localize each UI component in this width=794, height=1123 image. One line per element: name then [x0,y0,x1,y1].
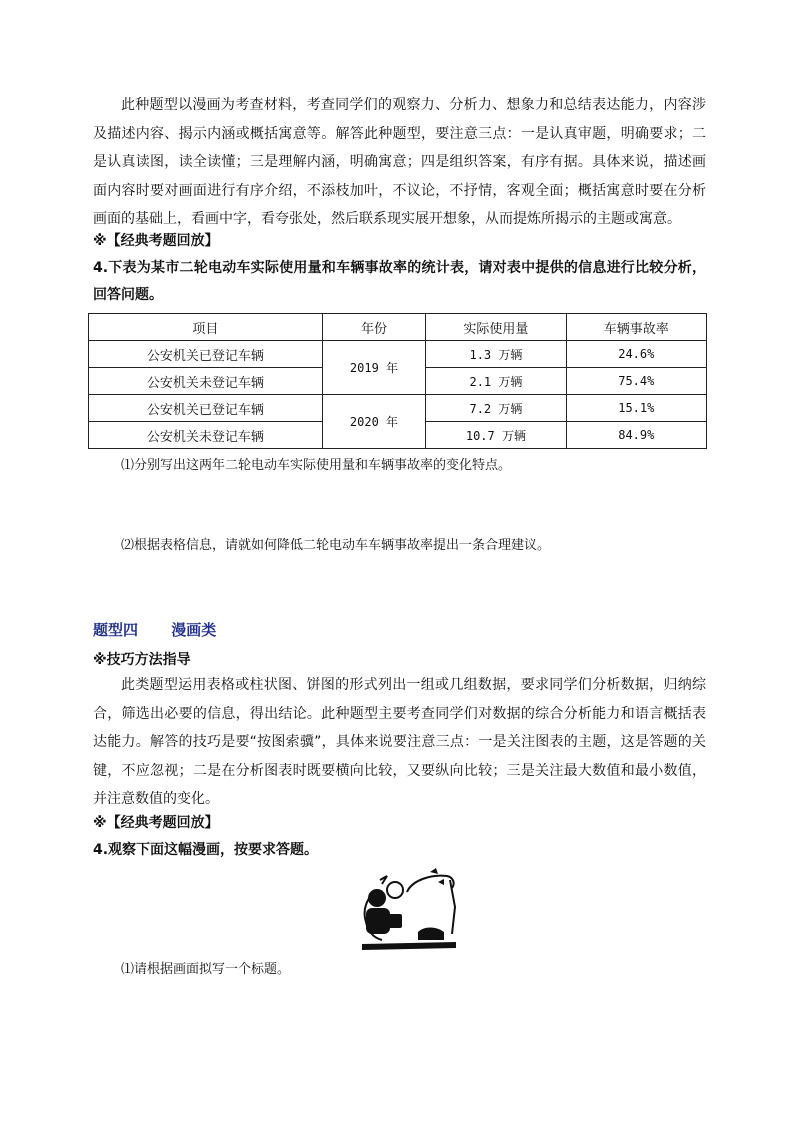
cell-usage: 2.1 万辆 [426,368,566,395]
hair-mark [380,876,387,884]
section-title: 漫画类 [171,621,217,639]
table-row [89,341,707,368]
tips-label: ※技巧方法指导 [93,652,191,668]
sub-question-2: ⑵根据表格信息，请就如何降低二轮电动车车辆事故率提出一条合理建议。 [121,538,551,553]
review-label-2: ※【经典考题回放】 [93,815,219,831]
sub-question-3: ⑴请根据画面拟写一个标题。 [121,962,291,977]
cell-usage: 1.3 万辆 [426,341,566,368]
bush-shape [418,928,444,941]
question-text-2: 4.观察下面这幅漫画，按要求答题。 [93,842,319,858]
header-year: 年份 [322,314,426,341]
figure-head [368,889,386,907]
sub-question-1: ⑴分别写出这两年二轮电动车实际使用量和车辆事故率的变化特点。 [121,458,512,473]
ground-shape [362,942,456,950]
question-text: 4.下表为某市二轮电动车实际使用量和车辆事故率的统计表，请对表中提供的信息进行比较分析，回答问题。 [93,260,706,303]
review-label: ※【经典考题回放】 [93,233,219,249]
table-row [89,395,707,422]
cell-item: 公安机关未登记车辆 [89,368,323,395]
cell-item: 公安机关已登记车辆 [89,395,323,422]
cell-year: 2019 年 [322,341,426,395]
cell-usage: 10.7 万辆 [426,422,566,449]
speech-bubble [387,882,403,898]
cartoon-image [352,862,464,958]
header-usage: 实际使用量 [426,314,566,341]
cell-usage: 7.2 万辆 [426,395,566,422]
section-number: 题型四 [93,621,139,639]
cell-rate: 15.1% [566,395,706,422]
cell-rate: 24.6% [566,341,706,368]
cell-rate: 75.4% [566,368,706,395]
tree-trunk [450,880,455,934]
cell-rate: 84.9% [566,422,706,449]
cell-item: 公安机关未登记车辆 [89,422,323,449]
cell-item: 公安机关已登记车辆 [89,341,323,368]
stats-table [88,313,707,449]
table-header-row [89,314,707,341]
intro-paragraph: 此种题型以漫画为考查材料，考查同学们的观察力、分析力、想象力和总结表达能力，内容涉及描述内容、揭示内涵或概括寓意等。解答此种题型，要注意三点：一是认真审题，明确要求；二是认真读图，读全读懂；三是理解内涵，明确寓意；四是组织答案，有序有据。具体来说，描述画面内容时要对画面进行有序介绍，不添枝加叶，不议论，不抒情，客观全面；概括寓意时要在分析画面的基础上，看画中字，看夸张处，然后联系现实展开想象，从而提炼所揭示的主题或寓意。 [93,97,706,228]
header-rate: 车辆事故率 [566,314,706,341]
leaf-mark [438,879,444,885]
tips-paragraph: 此类题型运用表格或柱状图、饼图的形式列出一组或几组数据，要求同学们分析数据，归纳综合，筛选出必要的信息，得出结论。此种题型主要考查同学们对数据的综合分析能力和语言概括表达能力。解答的技巧是要“按图索骥”，具体来说要注意三点：一是关注图表的主题，这是答题的关键，不应忽视；二是在分析图表时既要横向比较，又要纵向比较；三是关注最大数值和最小数值，并注意数值的变化。 [93,677,706,808]
book-shape [386,914,402,928]
branch-mark [407,876,454,892]
cell-year: 2020 年 [322,395,426,449]
bird-mark [430,868,438,874]
header-item: 项目 [89,314,323,341]
section-heading [93,619,216,640]
